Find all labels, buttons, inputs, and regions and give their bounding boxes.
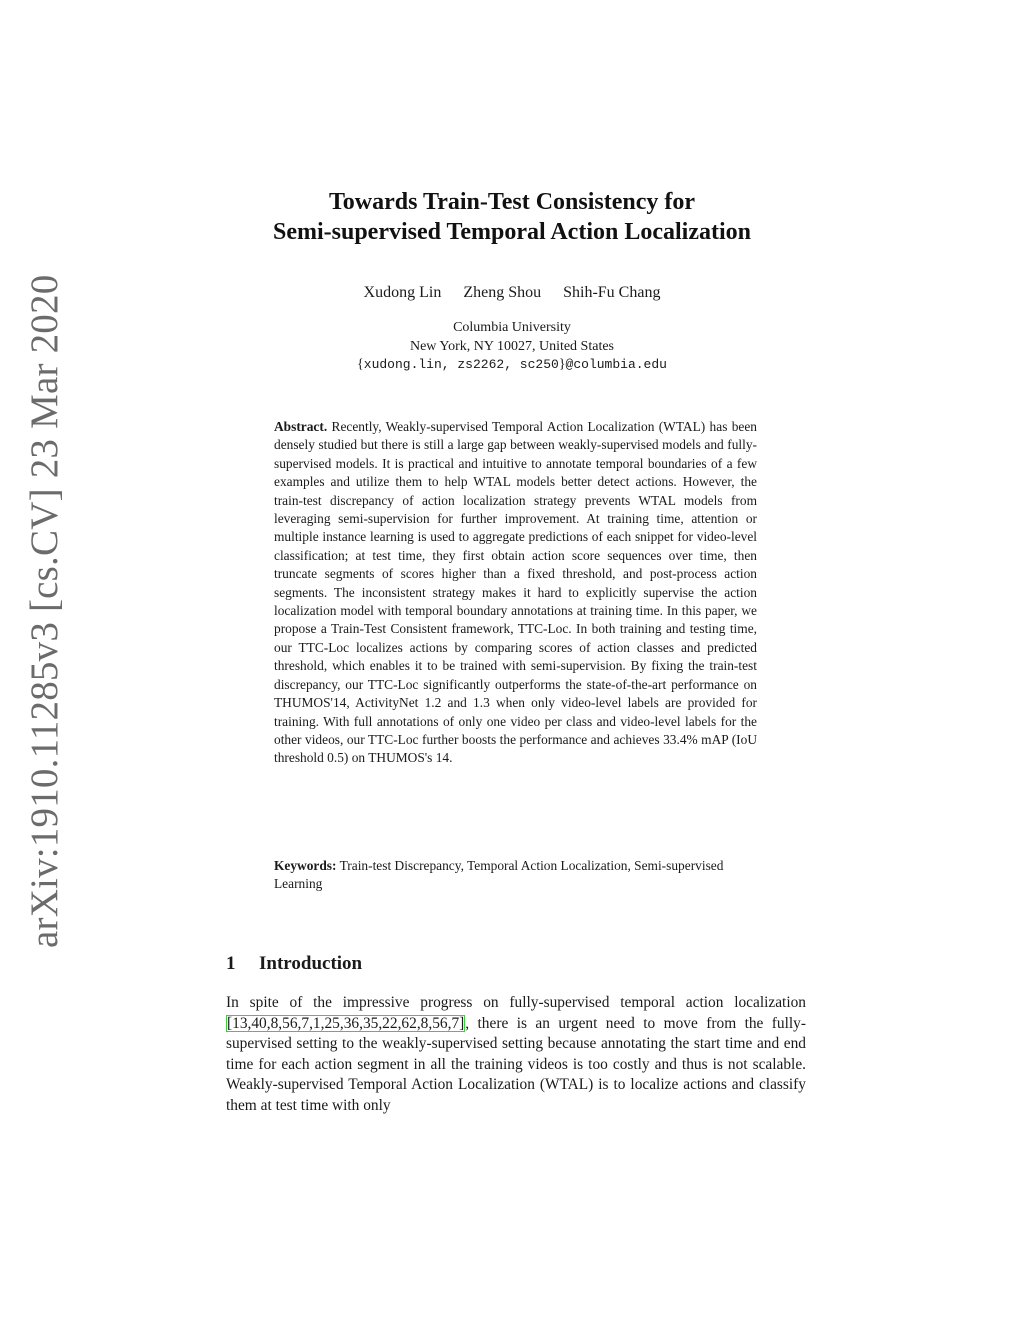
arxiv-identifier: arXiv:1910.11285v3 [cs.CV] 23 Mar 2020 [23,274,66,948]
section-heading [226,953,362,975]
email-brace-close: } [558,357,566,372]
author-name: Shih-Fu Chang [563,284,661,301]
email-brace-open: { [357,357,364,372]
abstract-label: Abstract. [274,419,328,434]
paper-title-line-2: Semi-supervised Temporal Action Localization [272,219,751,245]
keywords-label: Keywords: [274,858,337,873]
section-title: Introduction [259,953,363,974]
email-domain: @columbia.edu [565,357,667,372]
author-name: Zheng Shou [463,284,542,301]
keywords [274,857,763,894]
paper-title-line-1: Towards Train-Test Consistency for [328,189,696,215]
email-users: xudong.lin, zs2262, sc250 [363,357,559,372]
intro-text-before: In spite of the impressive progress on fully-supervised temporal action localization [226,994,806,1011]
abstract-text: Recently, Weakly-supervised Temporal Action Localization (WTAL) has been densely studied but there is still a large gap between weakly-supervised models and fully-supervised models. It is practical and intuitive to annotate temporal boundaries of a few examples and utilize them to help WTAL models better detect actions. However, the train-test discrepancy of action localization strategy prevents WTAL models from leveraging semi-supervision for further improvement. At training time, attention or multiple instance learning is used to aggregate predictions of each snippet for video-level classification; at test time, they first obtain action score sequences over time, then truncate segments of scores higher than a fixed threshold, and post-process action segments. The inconsistent strategy makes it hard to explicitly supervise the action localization model with temporal boundary annotations at training time. In this paper, we propose a Train-Test Consistent framework, TTC-Loc. In both training and testing time, our TTC-Loc localizes actions by comparing scores of action classes and predicted threshold, which enables it to be trained with semi-supervision. By fixing the train-test discrepancy, our TTC-Loc significantly outperforms the state-of-the-art performance on THUMOS'14, ActivityNet 1.2 and 1.3 when only video-level labels are provided for training. With full annotations of only one video per class and video-level labels for the other videos, our TTC-Loc further boosts the performance and achieves 33.4% mAP (IoU threshold 0.5) on THUMOS's 14. [274,419,757,766]
author-name: Xudong Lin [363,284,442,301]
affiliation: Columbia University [453,320,571,335]
abstract [274,418,757,768]
citation-link[interactable]: [13,40,8,56,7,1,25,36,35,22,62,8,56,7] [227,1014,465,1032]
intro-text-after: , there is an urgent need to move from the fully-supervised setting to the weakly-supervised setting because annotating the start time and end time for each action segment in all the training videos is too costly and thus is not scalable. Weakly-supervised Temporal Action Localization (WTAL) is to localize actions and classify them at test time with only [226,1014,806,1114]
keywords-text: Train-test Discrepancy, Temporal Action Localization, Semi-supervised Learning [274,858,724,892]
section-number: 1 [226,953,236,974]
intro-paragraph [226,993,806,1117]
author-list [0,284,1024,302]
email [0,357,1024,373]
address: New York, NY 10027, United States [409,339,615,354]
